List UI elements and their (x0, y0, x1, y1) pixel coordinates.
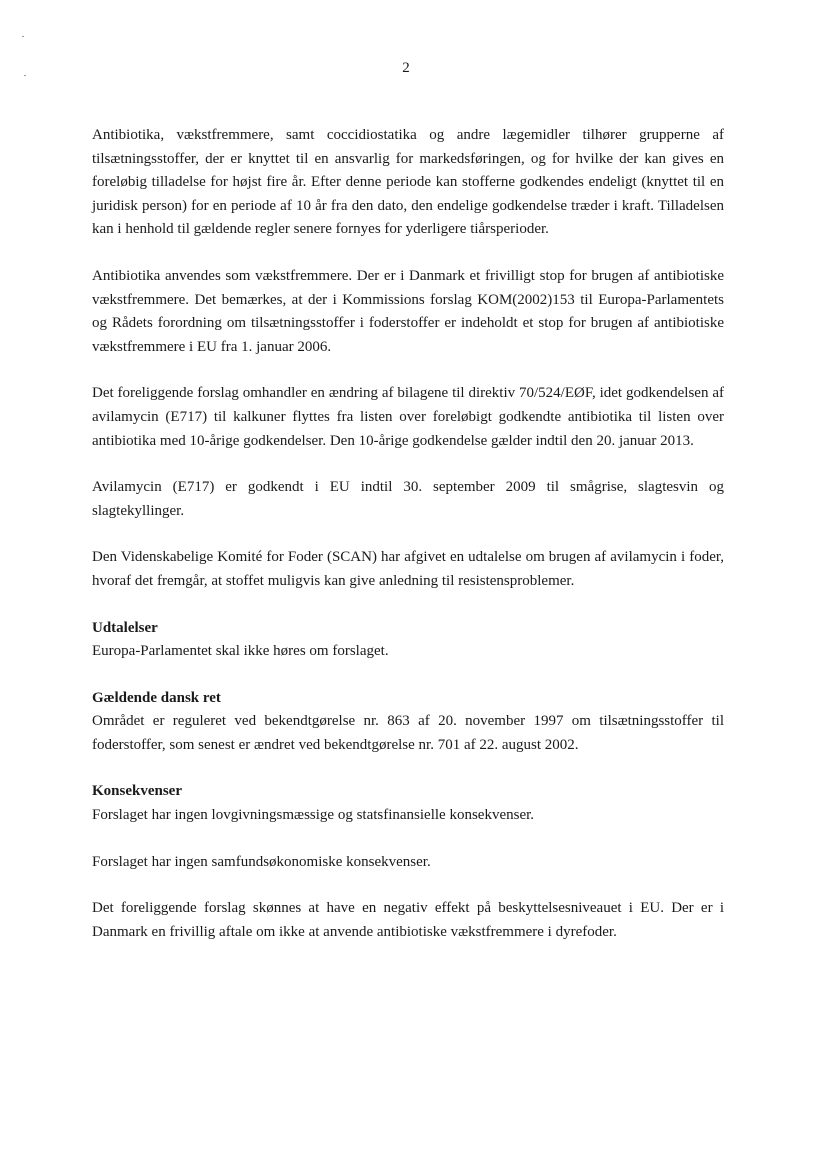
scan-speck (22, 36, 24, 37)
paragraph: Det foreliggende forslag omhandler en ændring af bilagene til direktiv 70/524/EØF, idet godkendelsen af avilamycin (E717) til kalkuner flyttes fra listen over foreløbigt godkendte antibiotika til listen over antibiotika med 10-årige godkendelser. Den 10-årige godkendelse gælder indtil den 20. januar 2013. (92, 385, 724, 449)
paragraph: Det foreliggende forslag skønnes at have en negativ effekt på beskyttelsesniveauet i EU. Der er i Danmark en frivillig aftale om ikke at anvende antibiotiske vækstfremmere i dyrefoder. (92, 900, 724, 940)
paragraph: Antibiotika anvendes som vækstfremmere. Der er i Danmark et frivilligt stop for brugen af antibiotiske vækstfremmere. Det bemærkes, at der i Kommissions forslag KOM(2002)153 til Europa-Parlamentets og Rådets forordning om tilsætningsstoffer i foderstoffer er indeholdt et stop for brugen af antibiotiske vækstfremmere i EU fra 1. januar 2006. (92, 267, 724, 355)
section-gaeldende-dansk-ret (92, 687, 724, 758)
paragraph: Antibiotika, vækstfremmere, samt coccidiostatika og andre lægemidler tilhører grupperne af tilsætningsstoffer, der er knyttet til en ansvarlig for markedsføringen, og for hvilke der kan gives en foreløbig tilladelse for højst fire år. Efter denne periode kan stofferne godkendes endeligt (knyttet til en juridisk person) for en periode af 10 år fra den dato, den endelige godkendelse træder i kraft. Tilladelsen kan i henhold til gældende regler senere fornyes for yderligere tiårsperioder. (92, 127, 724, 238)
paragraph: Avilamycin (E717) er godkendt i EU indtil 30. september 2009 til smågrise, slagtesvin og slagtekyllinger. (92, 479, 724, 519)
paragraph: Forslaget har ingen samfundsøkonomiske konsekvenser. (92, 853, 431, 870)
section-konsekvenser (92, 780, 724, 827)
section-heading: Konsekvenser (92, 783, 182, 800)
paragraph: Den Videnskabelige Komité for Foder (SCAN) har afgivet en udtalelse om brugen af avilamycin i foder, hvoraf det fremgår, at stoffet muligvis kan give anledning til resistensproblemer. (92, 549, 724, 589)
paragraph: Området er reguleret ved bekendtgørelse nr. 863 af 20. november 1997 om tilsætningsstoffer til foderstoffer, som senest er ændret ved bekendtgørelse nr. 701 af 22. august 2002. (92, 713, 724, 753)
paragraph: Forslaget har ingen lovgivningsmæssige og statsfinansielle konsekvenser. (92, 807, 535, 824)
section-heading: Udtalelser (92, 619, 158, 636)
section-udtalelser (92, 617, 724, 664)
section-heading: Gældende dansk ret (92, 689, 221, 706)
page-number: 2 (402, 60, 410, 76)
document-body (92, 124, 724, 967)
paragraph: Europa-Parlamentet skal ikke høres om forslaget. (92, 643, 389, 660)
